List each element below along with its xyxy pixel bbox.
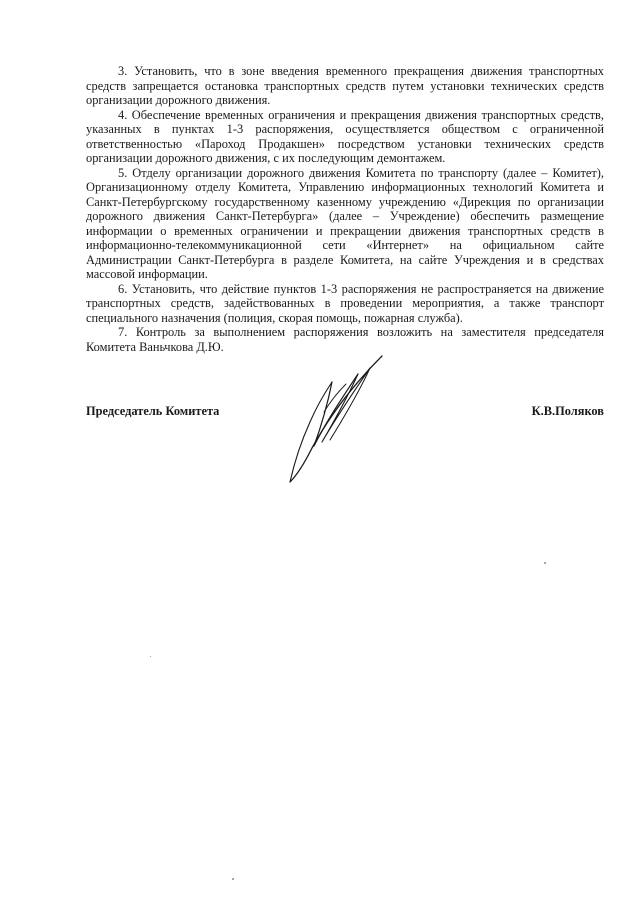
paragraph-3: 3. Установить, что в зоне введения временного прекращения движения транспортных средств запрещается остановка транспортных средств путем установки технических средств организации дорожного движения.: [86, 64, 604, 107]
signatory-title: Председатель Комитета: [86, 404, 220, 418]
paragraph-7: 7. Контроль за выполнением распоряжения возложить на заместителя председателя Комитета Ваньчкова Д.Ю.: [86, 325, 604, 354]
paragraph-5: 5. Отделу организации дорожного движения Комитета по транспорту (далее – Комитет), Организационному отделу Комитета, Управлению информационных технологий Комитета и Санкт-Петербургскому государственному казенному учреждению «Дирекция по организации дорожного движения Санкт-Петербурга» (далее – Учреждение) обеспечить размещение информации о временных ограничении и прекращении движения транспортных средств в информационно-телекоммуникационной сети «Интернет» на официальном сайте Администрации Санкт-Петербурга в разделе Комитета, на сайте Учреждения и в средствах массовой информации.: [86, 165, 604, 281]
scan-speck: [544, 562, 546, 564]
document-body: [86, 64, 604, 354]
paragraph-6: 6. Установить, что действие пунктов 1-3 распоряжения не распространяется на движение транспортных средств, задействованных в проведении мероприятия, а также транспорт специального назначения (полиция, скорая помощь, пожарная служба).: [86, 281, 604, 325]
paragraph-4: 4. Обеспечение временных ограничения и прекращения движения транспортных средств, указанных в пунктах 1-3 распоряжения, осуществляется обществом с ограниченной ответственностью «Пароход Продакшен» посредством установки технических средств организации дорожного движения, с их последующим демонтажем.: [86, 107, 604, 165]
scan-speck: [150, 656, 151, 657]
scan-speck: [232, 878, 234, 880]
handwritten-signature: [284, 352, 388, 484]
signatory-name: К.В.Поляков: [531, 404, 604, 418]
